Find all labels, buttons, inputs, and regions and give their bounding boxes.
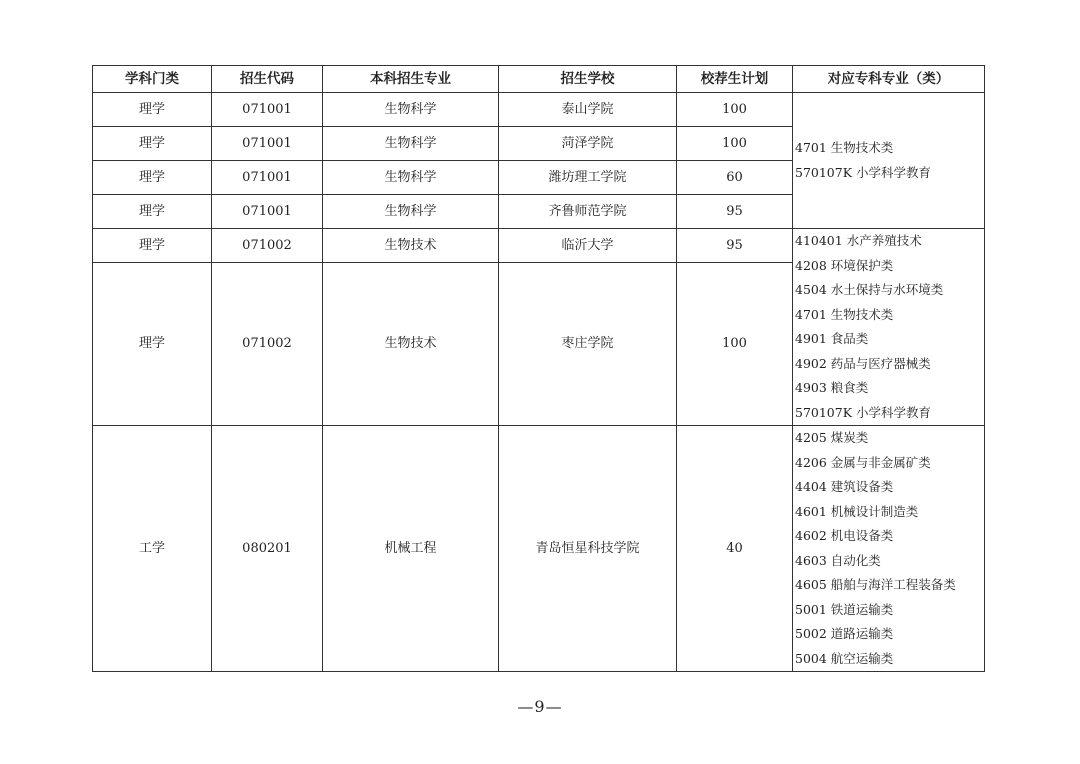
vocational-item: 4603 自动化类	[795, 552, 881, 568]
cell-school: 潍坊理工学院	[499, 161, 677, 195]
vocational-item: 410401 水产养殖技术	[795, 233, 922, 248]
vocational-item: 4206 金属与非金属矿类	[795, 454, 931, 470]
cell-major: 生物科学	[323, 161, 499, 195]
cell-plan: 60	[677, 161, 793, 195]
cell-code: 080201	[212, 426, 323, 672]
header-vocational-majors: 对应专科专业（类）	[793, 66, 985, 93]
cell-plan: 40	[677, 426, 793, 672]
header-category: 学科门类	[93, 66, 212, 93]
cell-major: 生物技术	[323, 263, 499, 426]
vocational-item: 4208 环境保护类	[795, 257, 894, 273]
vocational-item: 4901 食品类	[795, 331, 869, 346]
vocational-item: 4504 水土保持与水环境类	[795, 282, 944, 297]
vocational-item: 4701 生物技术类	[795, 306, 894, 322]
cell-plan: 100	[677, 127, 793, 161]
cell-school: 泰山学院	[499, 93, 677, 127]
header-plan: 校荐生计划	[677, 66, 793, 93]
vocational-item: 5001 铁道运输类	[795, 601, 894, 617]
vocational-item: 4602 机电设备类	[795, 528, 894, 543]
cell-code: 071001	[212, 195, 323, 229]
vocational-item: 4404 建筑设备类	[795, 479, 894, 494]
cell-plan: 95	[677, 195, 793, 229]
cell-school: 菏泽学院	[499, 127, 677, 161]
vocational-item: 4902 药品与医疗器械类	[795, 355, 931, 371]
cell-category: 理学	[93, 127, 212, 161]
cell-code: 071001	[212, 93, 323, 127]
cell-category: 理学	[93, 93, 212, 127]
header-major: 本科招生专业	[323, 66, 499, 93]
cell-plan: 95	[677, 229, 793, 263]
cell-major: 机械工程	[323, 426, 499, 672]
vocational-item: 570107K 小学科学教育	[795, 164, 932, 180]
cell-category: 理学	[93, 263, 212, 426]
vocational-item: 5002 道路运输类	[795, 626, 894, 641]
cell-code: 071001	[212, 161, 323, 195]
table-row	[93, 93, 985, 127]
table-row	[93, 229, 985, 263]
header-code: 招生代码	[212, 66, 323, 93]
cell-school: 齐鲁师范学院	[499, 195, 677, 229]
vocational-item: 5004 航空运输类	[795, 650, 894, 666]
cell-school: 青岛恒星科技学院	[499, 426, 677, 672]
cell-major: 生物科学	[323, 195, 499, 229]
cell-category: 理学	[93, 195, 212, 229]
cell-code: 071002	[212, 263, 323, 426]
cell-code: 071001	[212, 127, 323, 161]
cell-major: 生物科学	[323, 93, 499, 127]
cell-major: 生物技术	[323, 229, 499, 263]
cell-code: 071002	[212, 229, 323, 263]
vocational-item: 4605 船舶与海洋工程装备类	[795, 577, 956, 592]
cell-plan: 100	[677, 263, 793, 426]
cell-vocational-group	[793, 426, 985, 672]
vocational-item: 4205 煤炭类	[795, 430, 869, 445]
cell-category: 理学	[93, 229, 212, 263]
cell-school: 枣庄学院	[499, 263, 677, 426]
header-row	[93, 66, 985, 93]
vocational-item: 570107K 小学科学教育	[795, 404, 932, 420]
cell-vocational-group	[793, 93, 985, 229]
cell-plan: 100	[677, 93, 793, 127]
cell-school: 临沂大学	[499, 229, 677, 263]
enrollment-table	[92, 65, 985, 672]
header-school: 招生学校	[499, 66, 677, 93]
vocational-item: 4701 生物技术类	[795, 140, 894, 155]
cell-category: 工学	[93, 426, 212, 672]
page-number: —9—	[517, 697, 563, 716]
table-row	[93, 426, 985, 672]
cell-vocational-group	[793, 229, 985, 426]
vocational-item: 4903 粮食类	[795, 380, 869, 395]
cell-major: 生物科学	[323, 127, 499, 161]
cell-category: 理学	[93, 161, 212, 195]
vocational-item: 4601 机械设计制造类	[795, 503, 919, 519]
